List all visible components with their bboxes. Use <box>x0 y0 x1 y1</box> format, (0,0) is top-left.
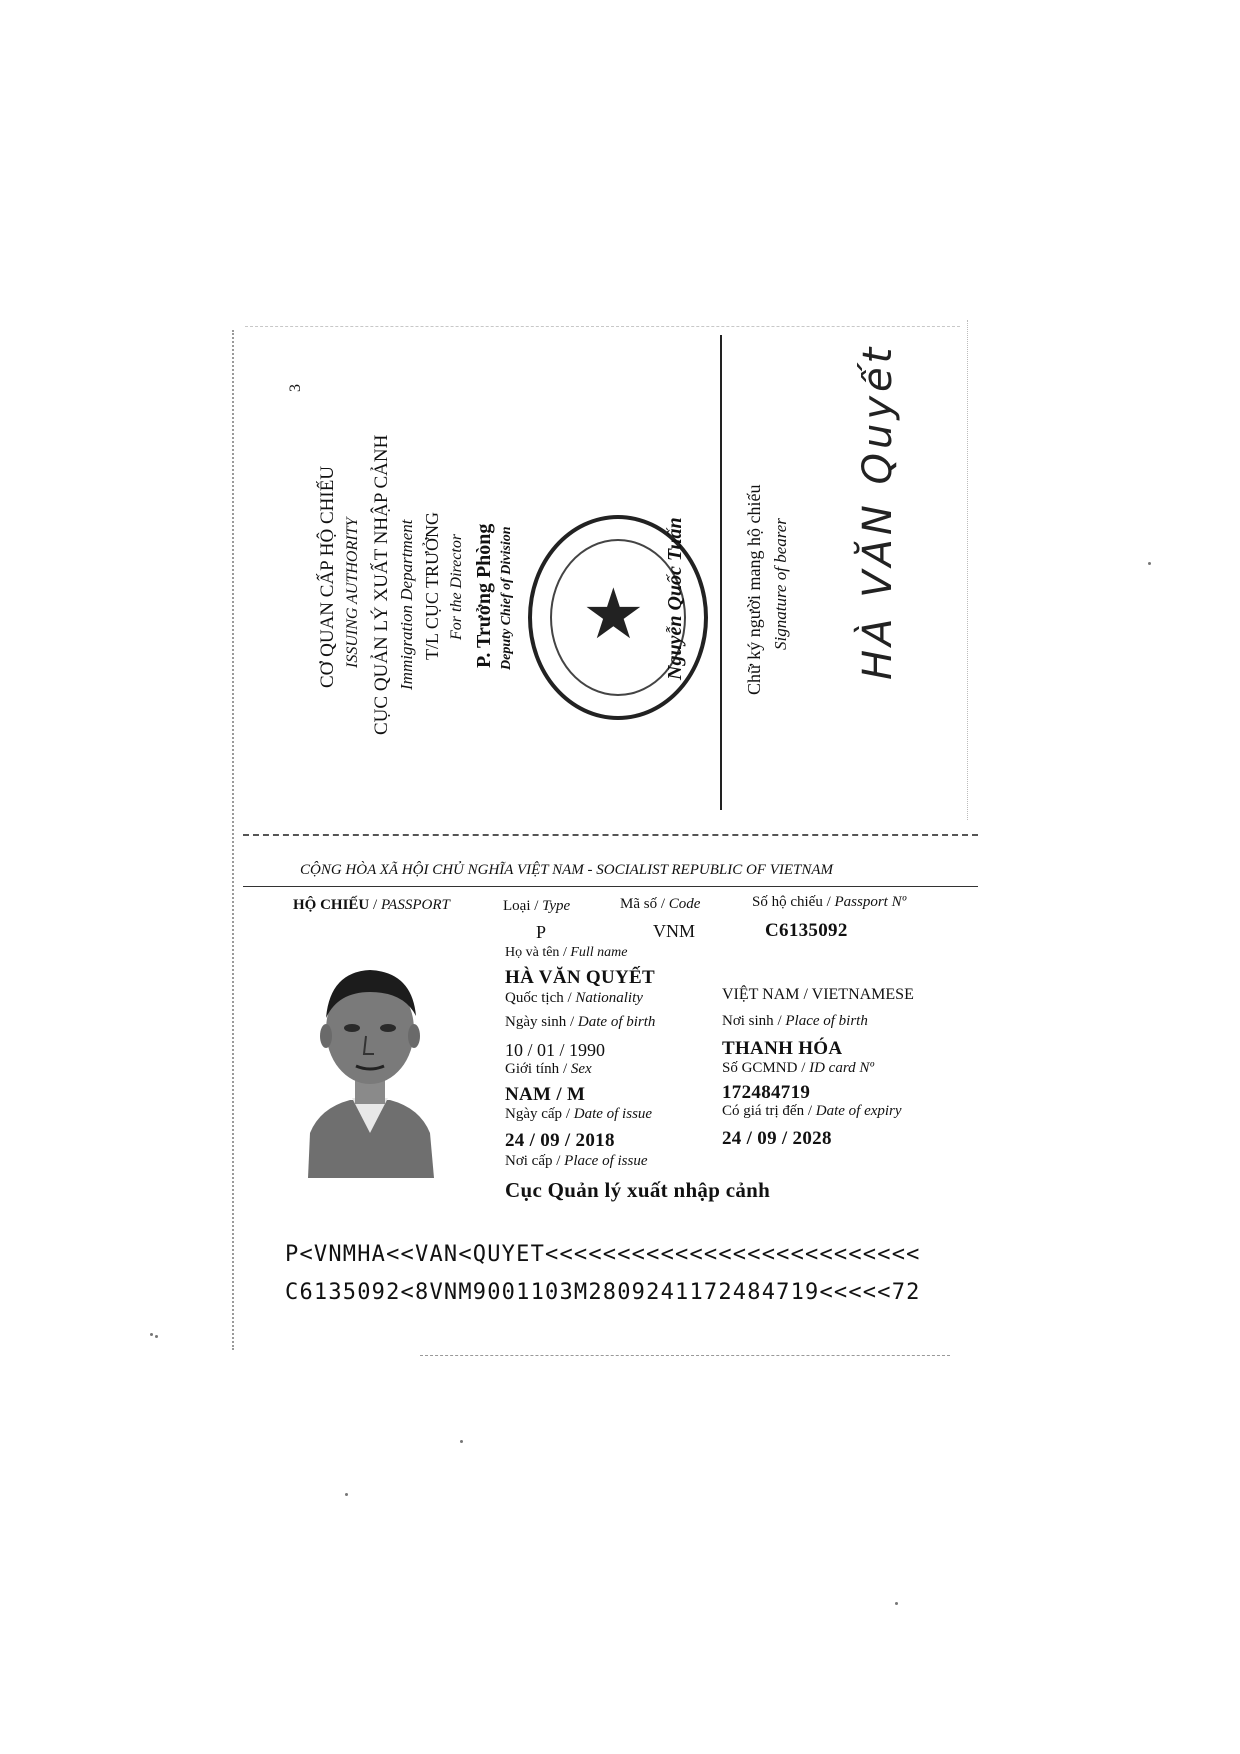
type-label: Loại / Type <box>503 898 571 914</box>
seal-signature: Nguyễn Quốc Tuấn <box>664 517 686 680</box>
code-label-vn: Mã số <box>620 896 658 912</box>
expiry-label-en: Date of expiry <box>815 1103 902 1119</box>
passport-title: HỘ CHIẾU / PASSPORT <box>293 897 450 913</box>
nationality-label-vn: Quốc tịch <box>505 990 564 1006</box>
dob-label-vn: Ngày sinh <box>505 1014 567 1030</box>
scan-speck <box>1148 562 1151 565</box>
header-rule <box>243 886 978 887</box>
issue-label-en: Date of issue <box>573 1106 653 1122</box>
department-vn: CỤC QUẢN LÝ XUẤT NHẬP CẢNH <box>371 434 392 735</box>
type-value: P <box>536 922 547 942</box>
portrait-image <box>300 958 440 1178</box>
page-left-edge <box>232 330 234 1350</box>
passport-title-en: PASSPORT <box>380 897 450 913</box>
scan-speck <box>460 1440 463 1443</box>
id-label-en: ID card Nº <box>809 1060 875 1076</box>
code-label-en: Code <box>668 896 701 912</box>
pob-label-en: Place of birth <box>785 1013 868 1029</box>
for-director-vn: T/L CỤC TRƯỞNG <box>422 512 442 660</box>
passport-no-value: C6135092 <box>765 920 848 941</box>
sex-label-vn: Giới tính <box>505 1061 560 1077</box>
passport-title-vn: HỘ CHIẾU <box>293 897 370 913</box>
department-en: Immigration Department <box>397 519 416 690</box>
issue-label-vn: Ngày cấp <box>505 1106 563 1122</box>
sex-label: Giới tính / Sex <box>505 1061 592 1077</box>
page-number: 3 <box>287 384 304 392</box>
name-label-en: Full name <box>570 945 628 960</box>
page-top-edge <box>245 326 960 327</box>
deputy-en: Deputy Chief of Division <box>499 526 514 670</box>
bearer-signature-label-en: Signature of bearer <box>771 518 790 650</box>
code-label: Mã số / Code <box>620 896 701 912</box>
page-right-edge <box>967 320 968 820</box>
name-label: Họ và tên / Full name <box>505 945 628 960</box>
name-value: HÀ VĂN QUYẾT <box>505 967 655 988</box>
passport-no-label-en: Passport Nº <box>834 894 907 910</box>
for-director-en: For the Director <box>448 533 465 640</box>
pob-value: THANH HÓA <box>722 1038 843 1059</box>
expiry-label-vn: Có giá trị đến <box>722 1103 805 1119</box>
nationality-value: VIỆT NAM / VIETNAMESE <box>722 986 914 1003</box>
nationality-label-en: Nationality <box>575 990 643 1006</box>
expiry-label: Có giá trị đến / Date of expiry <box>722 1103 902 1119</box>
id-label-vn: Số GCMND <box>722 1060 798 1076</box>
signature-divider <box>720 335 722 810</box>
page-bottom-edge <box>420 1355 950 1356</box>
scan-speck <box>895 1602 898 1605</box>
dob-value: 10 / 01 / 1990 <box>505 1040 606 1060</box>
place-issue-label-en: Place of issue <box>564 1153 648 1169</box>
dob-label-en: Date of birth <box>577 1014 656 1030</box>
issuing-authority-en: ISSUING AUTHORITY <box>344 517 361 668</box>
republic-header: CỘNG HÒA XÃ HỘI CHỦ NGHĨA VIỆT NAM - SOCIALIST REPUBLIC OF VIETNAM <box>300 862 834 878</box>
type-label-en: Type <box>542 898 571 914</box>
id-value: 172484719 <box>722 1082 811 1103</box>
scan-speck <box>150 1333 153 1336</box>
id-label: Số GCMND / ID card Nº <box>722 1060 875 1076</box>
place-issue-value: Cục Quản lý xuất nhập cảnh <box>505 1178 771 1202</box>
deputy-vn: P. Trưởng Phòng <box>473 523 495 668</box>
type-label-vn: Loại <box>503 898 531 914</box>
passport-no-label: Số hộ chiếu / Passport Nº <box>752 894 907 910</box>
star-icon: ★ <box>582 577 645 654</box>
fold-line <box>243 834 978 836</box>
sex-value: NAM / M <box>505 1084 586 1105</box>
dob-label: Ngày sinh / Date of birth <box>505 1014 656 1030</box>
expiry-value: 24 / 09 / 2028 <box>722 1128 832 1149</box>
place-issue-label-vn: Nơi cấp <box>505 1153 553 1169</box>
handwritten-signature: HÀ VĂN Quyết <box>855 343 901 680</box>
place-issue-label: Nơi cấp / Place of issue <box>505 1153 648 1169</box>
name-label-vn: Họ và tên <box>505 945 560 960</box>
scan-speck <box>345 1493 348 1496</box>
pob-label-vn: Nơi sinh <box>722 1013 774 1029</box>
code-value: VNM <box>653 921 696 941</box>
scan-speck <box>155 1335 158 1338</box>
nationality-label: Quốc tịch / Nationality <box>505 990 643 1006</box>
bearer-photo <box>300 958 440 1178</box>
mrz-line-1: P<VNMHA<<VAN<QUYET<<<<<<<<<<<<<<<<<<<<<<<<<< <box>285 1242 921 1267</box>
issue-label: Ngày cấp / Date of issue <box>505 1106 653 1122</box>
mrz-line-2: C6135092<8VNM9001103M2809241172484719<<<<<72 <box>285 1280 921 1305</box>
issue-value: 24 / 09 / 2018 <box>505 1130 615 1151</box>
pob-label: Nơi sinh / Place of birth <box>722 1013 868 1029</box>
bearer-signature-label-vn: Chữ ký người mang hộ chiếu <box>744 484 764 695</box>
sex-label-en: Sex <box>570 1061 592 1077</box>
passport-no-label-vn: Số hộ chiếu <box>752 894 823 910</box>
issuing-authority-vn: CƠ QUAN CẤP HỘ CHIẾU <box>317 465 338 688</box>
